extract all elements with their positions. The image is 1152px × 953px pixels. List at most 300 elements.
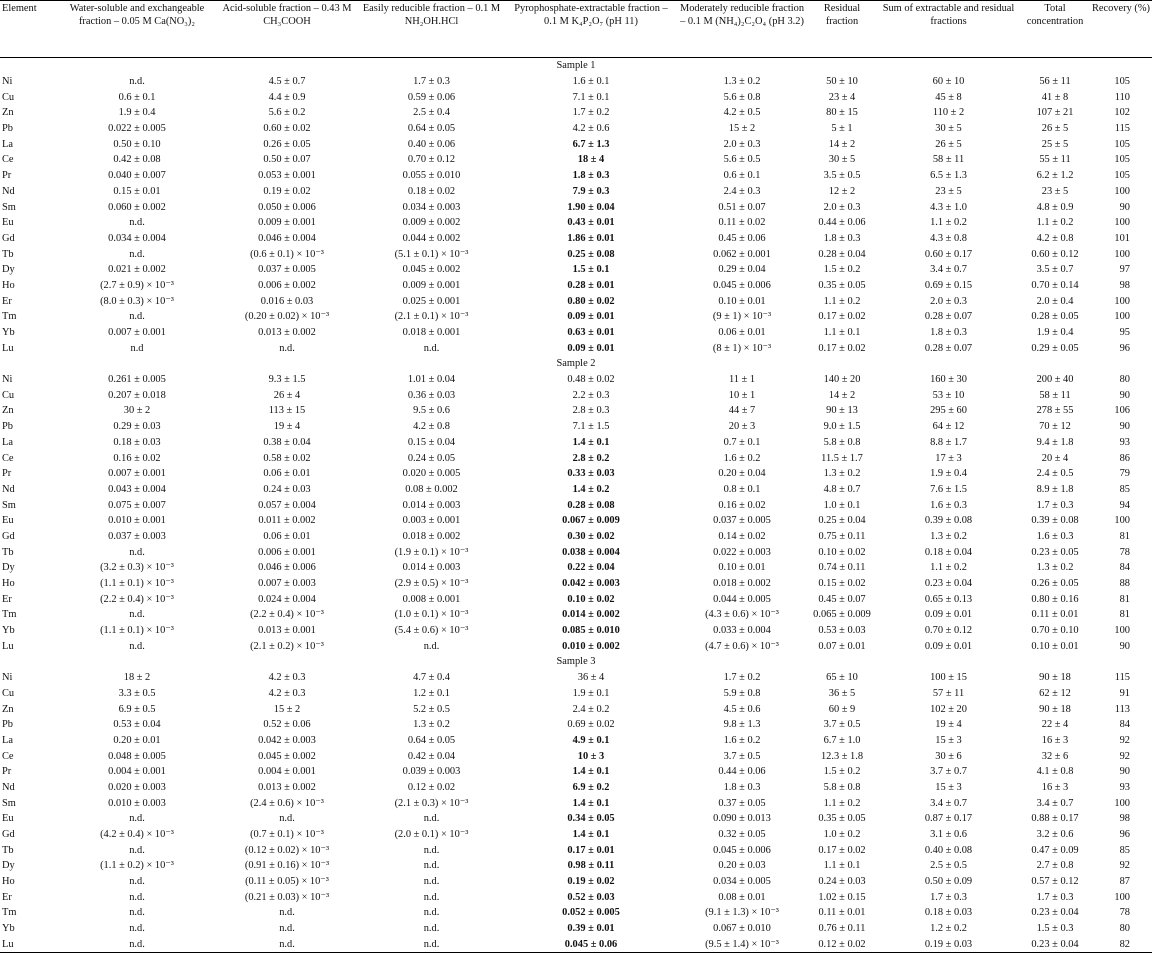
cell-recovery: 96 [1119,342,1130,354]
cell-total: 90 ± 18 [1039,672,1071,684]
cell-easily-reducible: 0.64 ± 0.05 [407,734,456,746]
cell-acid-soluble: 0.06 ± 0.01 [263,468,311,480]
cell-element: Nd [2,185,15,197]
cell-pyrophosphate: 0.34 ± 0.05 [567,813,615,825]
cell-water-soluble: 0.021 ± 0.002 [108,264,166,276]
cell-water-soluble: n.d. [129,609,145,621]
cell-residual: 0.15 ± 0.02 [818,578,866,590]
table-row [0,591,1152,607]
cell-moderately-reducible: 0.16 ± 0.02 [718,499,766,511]
cell-recovery: 101 [1114,232,1130,244]
cell-easily-reducible: n.d. [423,342,440,354]
cell-moderately-reducible: 0.51 ± 0.07 [718,201,766,213]
header-total: Total concentration [1020,1,1090,58]
cell-sum: 0.19 ± 0.03 [877,937,1020,953]
cell-element: Lu [0,937,58,953]
cell-acid-soluble: 0.60 ± 0.02 [263,123,311,135]
cell-moderately-reducible: 0.37 ± 0.05 [718,797,766,809]
table-row [0,419,1152,435]
cell-pyrophosphate: 1.90 ± 0.04 [567,201,615,213]
cell-sum: 0.60 ± 0.17 [924,248,973,260]
cell-total: 4.2 ± 0.8 [1036,232,1074,244]
cell-total: 1.7 ± 0.3 [1036,891,1074,903]
cell-easily-reducible: 0.055 ± 0.010 [402,170,461,182]
cell-residual: 65 ± 10 [826,672,858,684]
cell-water-soluble: 0.20 ± 0.01 [113,734,161,746]
cell-total: 1.9 ± 0.4 [1036,327,1074,339]
cell-pyrophosphate: 1.4 ± 0.2 [572,483,610,495]
cell-acid-soluble: (0.21 ± 0.03) × 10⁻³ [244,891,330,903]
cell-easily-reducible: 0.42 ± 0.04 [407,750,456,762]
cell-acid-soluble: 0.009 ± 0.001 [258,217,316,229]
cell-pyrophosphate: 1.5 ± 0.1 [572,264,610,276]
cell-total: 0.28 ± 0.05 [1031,311,1079,323]
table-row [0,482,1152,498]
cell-pyrophosphate: 1.4 ± 0.1 [572,797,610,809]
cell-residual: 14 ± 2 [828,389,856,401]
cell-easily-reducible: 0.045 ± 0.002 [402,264,461,276]
cell-easily-reducible: 0.64 ± 0.05 [407,123,456,135]
cell-water-soluble: (1.1 ± 0.2) × 10⁻³ [100,860,174,872]
cell-element: La [2,138,13,150]
cell-moderately-reducible: 1.6 ± 0.2 [723,452,761,464]
table-row [0,278,1152,294]
cell-recovery: 88 [1119,578,1130,590]
cell-easily-reducible: 0.039 ± 0.003 [402,766,461,778]
table-row [0,576,1152,592]
table-row [0,748,1152,764]
cell-element: Eu [2,813,14,825]
cell-moderately-reducible: 0.022 ± 0.003 [713,546,771,558]
header-acid-soluble: Acid-soluble fraction – 0.43 M CH₃COOH [216,1,358,58]
sample-heading-row [0,356,1152,372]
cell-easily-reducible: 0.36 ± 0.03 [407,389,456,401]
cell-recovery: 97 [1119,264,1130,276]
cell-water-soluble: n.d. [129,217,145,229]
cell-moderately-reducible: 5.9 ± 0.8 [723,687,761,699]
cell-total: 62 ± 12 [1039,687,1071,699]
cell-pyrophosphate: 0.48 ± 0.02 [567,374,615,386]
cell-recovery: 93 [1119,436,1130,448]
cell-recovery: 100 [1114,248,1130,260]
cell-easily-reducible: 0.009 ± 0.001 [402,279,461,291]
cell-water-soluble: 3.3 ± 0.5 [118,687,156,699]
cell-recovery: 81 [1119,609,1130,621]
cell-easily-reducible: 2.5 ± 0.4 [413,107,450,119]
table-row [0,811,1152,827]
table-row [0,623,1152,639]
cell-element: Ce [2,452,14,464]
cell-sum: 45 ± 8 [935,91,962,103]
cell-element: Sm [2,499,16,511]
cell-residual: 2.0 ± 0.3 [823,201,861,213]
cell-recovery: 87 [1119,876,1130,888]
cell-pyrophosphate: 1.8 ± 0.3 [572,170,610,182]
cell-total: 32 ± 6 [1041,750,1069,762]
cell-total: 8.9 ± 1.8 [1036,483,1074,495]
cell-sum: 15 ± 3 [935,734,962,746]
cell-residual: 90 ± 13 [826,405,858,417]
cell-residual: 0.35 ± 0.05 [818,813,866,825]
cell-acid-soluble: 0.053 ± 0.001 [258,170,316,182]
cell-residual: 23 ± 4 [828,91,856,103]
cell-pyrophosphate: 7.1 ± 1.5 [572,421,610,433]
cell-residual: 0.44 ± 0.06 [818,217,866,229]
table-row [0,105,1152,121]
cell-pyrophosphate: 0.39 ± 0.01 [567,923,615,935]
cell-easily-reducible: (2.1 ± 0.3) × 10⁻³ [394,797,469,809]
cell-water-soluble: 0.53 ± 0.04 [113,719,161,731]
cell-water-soluble: 0.29 ± 0.03 [113,421,161,433]
cell-total: 0.23 ± 0.05 [1031,546,1079,558]
cell-element: Tm [2,609,17,621]
cell-pyrophosphate: 36 ± 4 [577,672,605,684]
cell-recovery: 79 [1119,468,1130,480]
cell-sum: 1.3 ± 0.2 [930,530,967,542]
cell-total: 0.70 ± 0.10 [1031,625,1079,637]
cell-pyrophosphate: 0.28 ± 0.01 [567,279,615,291]
cell-moderately-reducible: 4.5 ± 0.6 [723,703,761,715]
cell-easily-reducible: 5.2 ± 0.5 [413,703,450,715]
cell-easily-reducible: (2.1 ± 0.1) × 10⁻³ [394,311,469,323]
cell-residual: 0.07 ± 0.01 [818,640,866,652]
cell-acid-soluble: 4.2 ± 0.3 [268,687,306,699]
cell-moderately-reducible: 1.6 ± 0.2 [723,734,761,746]
cell-sum: 7.6 ± 1.5 [930,483,967,495]
cell-residual: 140 ± 20 [823,374,861,386]
cell-easily-reducible: 1.7 ± 0.3 [413,76,450,88]
cell-residual: 0.24 ± 0.03 [818,876,866,888]
cell-residual: 1.1 ± 0.1 [823,860,861,872]
cell-sum: 30 ± 5 [935,123,962,135]
cell-easily-reducible: 0.025 ± 0.001 [402,295,461,307]
cell-acid-soluble: 0.26 ± 0.05 [263,138,311,150]
cell-total: 0.88 ± 0.17 [1031,813,1079,825]
table-row [0,262,1152,278]
cell-moderately-reducible: 0.044 ± 0.005 [713,593,771,605]
cell-easily-reducible: n.d. [423,907,440,919]
cell-recovery: 81 [1119,593,1130,605]
cell-pyrophosphate: 1.6 ± 0.1 [572,76,610,88]
cell-acid-soluble: 0.057 ± 0.004 [258,499,316,511]
cell-easily-reducible: n.d. [423,876,440,888]
header-recovery: Recovery (%) [1090,1,1152,58]
cell-acid-soluble: 0.52 ± 0.06 [263,719,311,731]
cell-acid-soluble: 0.042 ± 0.003 [258,734,316,746]
cell-easily-reducible: 0.59 ± 0.06 [407,91,456,103]
cell-acid-soluble: 0.037 ± 0.005 [258,264,316,276]
cell-water-soluble: (2.2 ± 0.4) × 10⁻³ [100,593,174,605]
cell-element: Gd [2,530,15,542]
cell-water-soluble: 0.037 ± 0.003 [108,530,166,542]
cell-moderately-reducible: 0.7 ± 0.1 [723,436,761,448]
table-row [0,184,1152,200]
cell-residual: 0.75 ± 0.11 [818,530,866,542]
cell-recovery: 100 [1114,891,1130,903]
cell-water-soluble: (3.2 ± 0.3) × 10⁻³ [100,562,174,574]
cell-acid-soluble: 113 ± 15 [268,405,306,417]
cell-pyrophosphate: 1.7 ± 0.2 [572,107,610,119]
cell-residual: 1.0 ± 0.2 [823,829,861,841]
cell-sum: 1.7 ± 0.3 [930,891,967,903]
cell-moderately-reducible: 44 ± 7 [728,405,756,417]
cell-residual: 50 ± 10 [826,76,858,88]
cell-pyrophosphate: 0.038 ± 0.004 [562,546,620,558]
cell-recovery: 92 [1119,734,1130,746]
table-row [0,686,1152,702]
header-residual: Residual fraction [807,1,877,58]
cell-pyrophosphate: 0.17 ± 0.01 [567,844,615,856]
table-row [0,529,1152,545]
table-row [0,435,1152,451]
table-row [0,905,1152,921]
cell-water-soluble: 0.261 ± 0.005 [108,374,166,386]
cell-residual: 0.11 ± 0.01 [818,907,866,919]
cell-sum: 3.1 ± 0.6 [930,829,967,841]
header-row [0,1,1152,58]
cell-sum: 60 ± 10 [932,76,965,88]
cell-element: Gd [2,829,15,841]
cell-pyrophosphate: 2.2 ± 0.3 [572,389,610,401]
cell-acid-soluble: (0.20 ± 0.02) × 10⁻³ [244,311,330,323]
cell-easily-reducible: n.d. [423,813,440,825]
cell-moderately-reducible: 0.034 ± 0.005 [713,876,771,888]
cell-total: 3.5 ± 0.7 [1036,264,1074,276]
cell-sum: 100 ± 15 [930,672,967,684]
cell-easily-reducible: 4.7 ± 0.4 [413,672,450,684]
cell-total: 0.57 ± 0.12 [1031,876,1079,888]
cell-pyrophosphate: 6.9 ± 0.2 [572,781,610,793]
cell-moderately-reducible: 1.8 ± 0.3 [723,781,761,793]
cell-pyrophosphate: 1.4 ± 0.1 [572,766,610,778]
cell-recovery: 102 [1114,107,1130,119]
cell-acid-soluble: 0.38 ± 0.04 [263,436,311,448]
cell-total: 1.1 ± 0.2 [1036,217,1074,229]
cell-acid-soluble: 0.013 ± 0.001 [258,625,316,637]
cell-water-soluble: 0.010 ± 0.003 [108,797,166,809]
table-row [0,340,1152,356]
cell-element: Cu [2,91,15,103]
cell-element: Dy [2,264,15,276]
cell-sum: 1.8 ± 0.3 [930,327,967,339]
cell-pyrophosphate: 18 ± 4 [577,154,605,166]
cell-easily-reducible: n.d. [423,860,440,872]
table-row [0,152,1152,168]
cell-water-soluble: 0.043 ± 0.004 [108,483,166,495]
table-row [0,544,1152,560]
cell-pyrophosphate: 0.09 ± 0.01 [567,311,615,323]
cell-residual: 3.7 ± 0.5 [823,719,861,731]
cell-recovery: 100 [1114,311,1130,323]
cell-residual: 1.1 ± 0.2 [823,295,861,307]
cell-pyrophosphate: 0.010 ± 0.002 [562,640,620,652]
cell-pyrophosphate: 0.085 ± 0.010 [562,625,620,637]
cell-easily-reducible: 0.18 ± 0.02 [407,185,456,197]
cell-total: 3.4 ± 0.7 [1036,797,1074,809]
table-row [0,795,1152,811]
cell-acid-soluble: 0.006 ± 0.001 [258,546,316,558]
cell-sum: 1.9 ± 0.4 [930,468,967,480]
header-water-soluble: Water-soluble and exchangeable fraction – 0.05 M Ca(NO₃)₂ [58,1,216,58]
table-body [0,58,1152,953]
cell-water-soluble: n.d. [129,844,145,856]
cell-moderately-reducible: 5.6 ± 0.5 [723,154,761,166]
cell-recovery: 90 [1119,389,1130,401]
cell-water-soluble: n.d. [129,546,145,558]
cell-sum: 0.09 ± 0.01 [924,609,973,621]
cell-total: 23 ± 5 [1041,185,1069,197]
cell-easily-reducible: n.d. [423,640,440,652]
cell-sum: 0.28 ± 0.07 [924,342,973,354]
table-row [0,513,1152,529]
table-row [0,921,1152,937]
cell-residual: 1.0 ± 0.1 [823,499,861,511]
sample-heading-row [0,58,1152,74]
sample-label: Sample 1 [556,60,596,72]
cell-total: 6.2 ± 1.2 [1036,170,1074,182]
cell-element: Ce [2,154,14,166]
table-row [0,560,1152,576]
cell-recovery: 95 [1119,327,1130,339]
cell-total: 4.1 ± 0.8 [1036,766,1074,778]
cell-water-soluble: 0.060 ± 0.002 [108,201,166,213]
cell-sum: 0.39 ± 0.08 [924,515,973,527]
cell-water-soluble: 0.50 ± 0.10 [113,138,161,150]
table-row [0,764,1152,780]
cell-acid-soluble: 4.2 ± 0.3 [268,672,306,684]
cell-recovery: 110 [1114,91,1130,103]
cell-sum: 1.1 ± 0.2 [930,217,967,229]
cell-sum: 3.4 ± 0.7 [930,797,967,809]
cell-sum: 110 ± 2 [932,107,965,119]
cell-acid-soluble: 0.024 ± 0.004 [258,593,316,605]
cell-sum: 0.69 ± 0.15 [924,279,973,291]
cell-residual: 1.02 ± 0.15 [818,891,866,903]
cell-moderately-reducible: 1.3 ± 0.2 [723,76,761,88]
cell-acid-soluble: (2.1 ± 0.2) × 10⁻³ [250,640,324,652]
cell-recovery: 100 [1114,217,1130,229]
cell-water-soluble: (1.1 ± 0.1) × 10⁻³ [100,578,174,590]
cell-recovery: 91 [1119,687,1130,699]
cell-total: 56 ± 11 [1039,76,1071,88]
cell-pyrophosphate: 0.43 ± 0.01 [567,217,615,229]
cell-moderately-reducible: 0.045 ± 0.006 [713,279,771,291]
cell-residual: 30 ± 5 [828,154,856,166]
cell-water-soluble: (1.1 ± 0.1) × 10⁻³ [100,625,174,637]
table-row [0,89,1152,105]
cell-pyrophosphate: 1.4 ± 0.1 [572,829,610,841]
cell-easily-reducible: (5.4 ± 0.6) × 10⁻³ [394,625,469,637]
cell-sum: 0.87 ± 0.17 [924,813,973,825]
cell-residual: 11.5 ± 1.7 [821,452,863,464]
cell-recovery: 105 [1114,76,1130,88]
table-row [0,309,1152,325]
table-row [0,246,1152,262]
cell-moderately-reducible: (9.5 ± 1.4) × 10⁻³ [677,937,807,953]
cell-water-soluble: (8.0 ± 0.3) × 10⁻³ [100,295,174,307]
cell-easily-reducible: 0.08 ± 0.002 [405,483,458,495]
cell-moderately-reducible: 0.20 ± 0.03 [718,860,766,872]
table-row [0,842,1152,858]
cell-total: 55 ± 11 [1039,154,1071,166]
table-row [0,670,1152,686]
cell-recovery: 80 [1119,923,1130,935]
cell-easily-reducible: n.d. [423,891,440,903]
cell-acid-soluble: 0.58 ± 0.02 [263,452,311,464]
cell-pyrophosphate: 0.28 ± 0.08 [567,499,615,511]
table-row [0,387,1152,403]
sample-label: Sample 3 [556,656,596,668]
cell-element: La [2,436,13,448]
cell-easily-reducible: n.d. [423,923,440,935]
cell-residual: 36 ± 5 [828,687,856,699]
cell-easily-reducible: 0.40 ± 0.06 [407,138,456,150]
cell-easily-reducible: 0.018 ± 0.002 [402,530,461,542]
cell-total: 0.10 ± 0.01 [1031,640,1079,652]
cell-water-soluble: 0.007 ± 0.001 [108,468,166,480]
cell-recovery: 78 [1119,907,1130,919]
cell-recovery: 100 [1114,515,1130,527]
cell-pyrophosphate: 0.69 ± 0.02 [567,719,615,731]
cell-residual: 6.7 ± 1.0 [823,734,861,746]
cell-element: Nd [2,483,15,495]
cell-acid-soluble: 0.013 ± 0.002 [258,781,316,793]
cell-sum: 8.8 ± 1.7 [930,436,967,448]
table-row [0,215,1152,231]
cell-sum: 0.28 ± 0.07 [924,311,973,323]
table-row [0,827,1152,843]
table-row [0,733,1152,749]
cell-element: Pr [2,170,12,182]
cell-pyrophosphate: 1.86 ± 0.01 [567,232,615,244]
cell-element: Lu [2,640,14,652]
cell-recovery: 85 [1119,844,1130,856]
cell-water-soluble: 18 ± 2 [123,672,151,684]
cell-moderately-reducible: 0.037 ± 0.005 [713,515,771,527]
cell-total: 4.8 ± 0.9 [1036,201,1074,213]
cell-easily-reducible: 0.020 ± 0.005 [402,468,461,480]
cell-element: Er [2,891,12,903]
cell-water-soluble: 0.42 ± 0.08 [113,154,161,166]
cell-element: Cu [2,389,15,401]
cell-sum: 0.40 ± 0.08 [924,844,973,856]
cell-sum: 0.18 ± 0.04 [924,546,973,558]
cell-sum: 1.2 ± 0.2 [930,923,967,935]
cell-sum: 0.70 ± 0.12 [924,625,973,637]
cell-total: 278 ± 55 [1036,405,1074,417]
cell-acid-soluble: 4.5 ± 0.7 [268,76,306,88]
cell-element: Tb [2,546,14,558]
cell-residual: 5.8 ± 0.8 [823,781,861,793]
cell-element: Zn [2,703,14,715]
cell-sum: 23 ± 5 [935,185,962,197]
cell-total: 1.3 ± 0.2 [1036,562,1074,574]
cell-element: Ce [2,750,14,762]
cell-residual: 5.8 ± 0.8 [823,436,861,448]
cell-water-soluble: 30 ± 2 [123,405,151,417]
cell-residual: 0.53 ± 0.03 [818,625,866,637]
header-moderately-reducible: Moderately reducible fraction – 0.1 M (NH₄)₂C₂O₄ (pH 3.2) [677,1,807,58]
cell-acid-soluble: 0.046 ± 0.004 [258,232,316,244]
cell-recovery: 115 [1114,123,1130,135]
cell-recovery: 90 [1119,201,1130,213]
cell-moderately-reducible: 0.6 ± 0.1 [723,170,761,182]
cell-residual: 14 ± 2 [828,138,856,150]
cell-sum: 4.3 ± 0.8 [930,232,967,244]
cell-residual: 0.17 ± 0.02 [818,844,866,856]
cell-water-soluble: 0.004 ± 0.001 [108,766,166,778]
table-row [0,136,1152,152]
